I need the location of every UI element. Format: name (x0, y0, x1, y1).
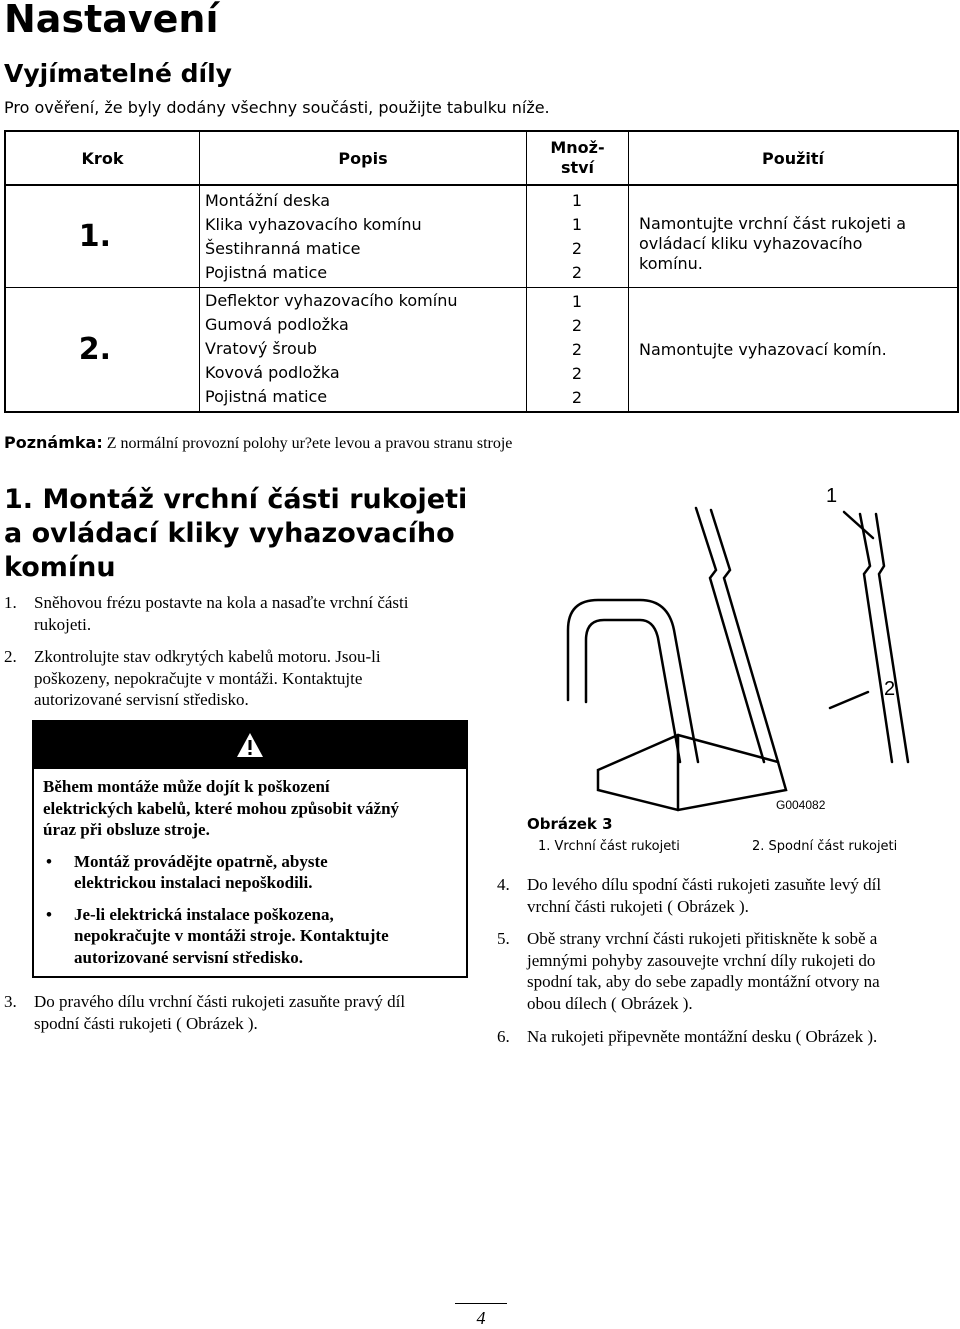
quantity: 1 (571, 190, 582, 210)
section-title: Vyjímatelné díly (4, 59, 232, 88)
quantity: 2 (571, 238, 582, 258)
step-line: Na rukojeti připevněte montážní desku ( Obrázek ). (527, 1027, 878, 1046)
step-num: 3. (4, 992, 17, 1011)
warning-triangle-icon (236, 732, 264, 758)
page-number: 4 (476, 1308, 486, 1328)
figure-code: G004082 (776, 798, 826, 812)
note (4, 432, 512, 455)
table-row (5, 288, 958, 413)
warning-bullet (43, 851, 458, 894)
warning-line: Během montáže může dojít k poškození (43, 777, 330, 796)
part-name: Pojistná matice (205, 387, 328, 406)
warning-line: nepokračujte v montáži stroje. Kontaktujte (74, 926, 389, 945)
step-line: Do pravého dílu vrchní části rukojeti zasuňte pravý díl (34, 992, 406, 1011)
quantity: 1 (571, 291, 582, 311)
parts-list (200, 288, 527, 413)
list-item (4, 646, 474, 712)
housing (598, 735, 786, 810)
quantity: 1 (571, 214, 582, 234)
page-title: Nastavení (4, 0, 219, 41)
part-name: Pojistná matice (205, 263, 328, 282)
part-name: Klika vyhazovacího komínu (205, 215, 422, 234)
quantity: 2 (571, 339, 582, 359)
part-name: Montážní deska (205, 191, 331, 210)
parts-list (200, 185, 527, 288)
quantity: 2 (571, 363, 582, 383)
warning-line: Montáž provádějte opatrně, abyste (74, 851, 328, 871)
header-popis: Popis (200, 131, 527, 185)
note-text: Z normální provozní polohy ur?ete levou a pravou stranu stroje (106, 435, 513, 452)
upper-handle-left-inner (711, 510, 778, 762)
quantity: 2 (571, 262, 582, 282)
warning-header (34, 722, 466, 769)
step-num: 4. (497, 875, 510, 894)
step-line: Sněhovou frézu postavte na kola a nasaďte vrchní části (34, 593, 409, 612)
quantity: 2 (571, 315, 582, 335)
part-name: Šestihranná matice (205, 239, 361, 258)
step-num: 6. (497, 1027, 510, 1046)
bullet-icon: • (46, 851, 52, 871)
callout-2-leader (830, 692, 868, 708)
warning-line: autorizované servisní středisko. (74, 947, 304, 967)
callout-1-label: 1 (826, 485, 838, 507)
footer-rule (455, 1303, 507, 1304)
header-krok: Krok (5, 131, 200, 185)
quantity-list (527, 185, 629, 288)
header-mnozstvi-line1: Množ- (550, 138, 605, 157)
warning-content (43, 776, 458, 968)
step-line: autorizované servisní středisko. (34, 690, 249, 709)
step-line: vrchní části rukojeti ( Obrázek ). (527, 896, 749, 916)
step-line: Do levého dílu spodní části rukojeti zasuňte levý díl (527, 875, 882, 894)
warning-line: elektrických kabelů, které mohou způsobit vážný (43, 798, 400, 818)
header-mnozstvi-line2: ství (560, 158, 595, 177)
step-number: 1. (5, 185, 200, 288)
warning-line: elektrickou instalaci nepoškodili. (74, 873, 313, 892)
callout-2-label: 2 (884, 678, 896, 700)
step-line: poškozeny, nepokračujte v montáži. Kontaktujte (34, 668, 363, 688)
header-pouziti: Použití (629, 131, 959, 185)
legend-item: 2. Spodní část rukojeti (752, 839, 898, 854)
part-name: Gumová podložka (205, 315, 349, 334)
warning-line: Je-li elektrická instalace poškozena, (74, 904, 334, 924)
note-label: Poznámka: (4, 433, 103, 452)
figure-caption: Obrázek 3 (527, 815, 613, 833)
warning-line: úraz při obsluze stroje. (43, 820, 210, 839)
part-name: Kovová podložka (205, 363, 340, 382)
part-name: Vratový šroub (205, 339, 318, 358)
list-item (4, 592, 474, 636)
step-line: spodní části rukojeti ( Obrázek ). (34, 1013, 258, 1033)
warning-box (32, 720, 468, 978)
step-num: 2. (4, 647, 17, 666)
list-item (497, 1026, 957, 1048)
step-num: 1. (4, 593, 17, 612)
table-header-row (5, 131, 958, 185)
usage-text-content: Namontujte vrchní část rukojeti a ovládací kliku vyhazovacího komínu. (639, 214, 907, 273)
upper-handle-right-inner (876, 514, 908, 762)
table-row (5, 185, 958, 288)
usage-text: Namontujte vyhazovací komín. (639, 339, 887, 359)
list-item (497, 874, 957, 918)
usage-text (629, 185, 959, 288)
warning-bullet (43, 904, 458, 969)
step-line: Zkontrolujte stav odkrytých kabelů motoru. Jsou-li (34, 647, 381, 666)
step-line: rukojeti. (34, 614, 92, 634)
step-heading: 1. Montáž vrchní části rukojeti a ovládací kliky vyhazovacího komínu (4, 484, 468, 583)
callout-1-leader (844, 512, 873, 538)
step-line: jemnými pohyby zasouvejte vrchní díly rukojeti do (527, 950, 876, 970)
step-line: spodní tak, aby do sebe zapadly montážní otvory na (527, 972, 880, 991)
intro-text: Pro ověření, že byly dodány všechny součásti, použijte tabulku níže. (4, 98, 550, 117)
handle-illustration (528, 470, 958, 830)
step-num: 5. (497, 929, 510, 948)
list-item (497, 928, 957, 1016)
part-name: Deflektor vyhazovacího komínu (205, 291, 458, 310)
step-line: Obě strany vrchní části rukojeti přitiskněte k sobě a (527, 929, 878, 948)
quantity: 2 (571, 387, 582, 407)
step-number: 2. (5, 288, 200, 413)
header-mnozstvi (527, 131, 629, 185)
upper-handle-left (696, 508, 764, 762)
list-item (4, 991, 474, 1035)
upper-handle-right (860, 514, 892, 762)
legend-item: 1. Vrchní část rukojeti (538, 839, 680, 854)
parts-table (4, 130, 959, 413)
bullet-icon: • (46, 904, 52, 924)
step-line: obou dílech ( Obrázek ). (527, 993, 693, 1013)
quantity-list (527, 288, 629, 413)
